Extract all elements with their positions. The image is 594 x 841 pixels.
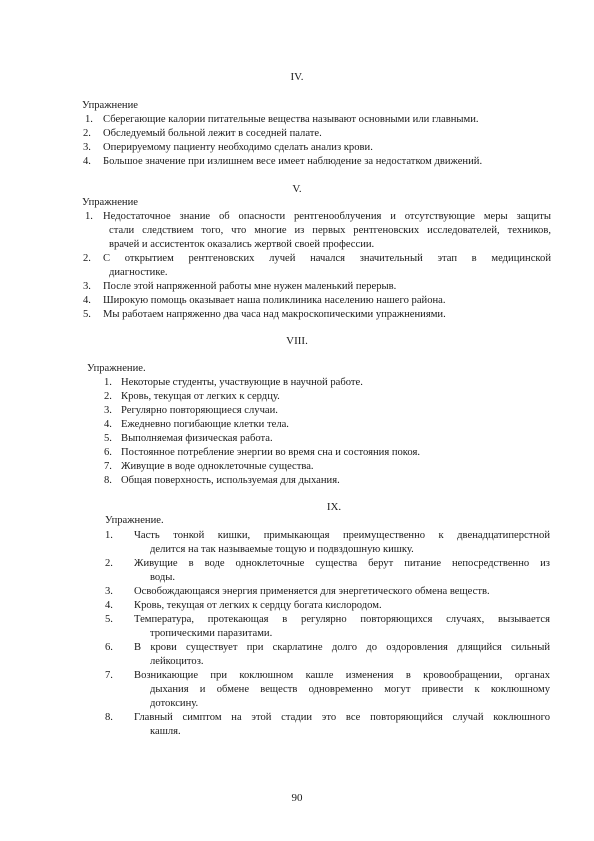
list-item-number: 5. <box>104 433 112 444</box>
list-item-text: Постоянное потребление энергии во время сна и состояния покоя. <box>121 447 421 458</box>
exercise-label: Упражнение <box>82 197 138 208</box>
list-item-text: Главный симптом на этой стадии это все повторяющийся случай коклюшного <box>134 712 550 723</box>
list-item-number: 2. <box>83 128 91 139</box>
page-number: 90 <box>291 792 303 804</box>
list-item-text: Некоторые студенты, участвующие в научной работе. <box>121 377 363 388</box>
exercise-label: Упражнение. <box>105 515 164 526</box>
list-item-number: 2. <box>83 253 91 264</box>
list-item-number: 1. <box>105 530 113 541</box>
list-item-text: Обследуемый больной лежит в соседней палате. <box>103 128 322 139</box>
list-item-number: 7. <box>104 461 112 472</box>
list-item-number: 5. <box>83 309 91 320</box>
list-item-number: 8. <box>105 712 113 723</box>
list-item-number: 4. <box>104 419 112 430</box>
list-item-number: 3. <box>83 281 91 292</box>
list-item-text: Ежедневно погибающие клетки тела. <box>121 419 289 430</box>
list-item-text: Выполняемая физическая работа. <box>121 433 273 444</box>
list-item-number: 1. <box>104 377 112 388</box>
list-item-text: воды. <box>150 572 176 583</box>
list-item-text: Недостаточное знание об опасности рентгенооблучения и отсутствующие меры защиты <box>103 211 551 222</box>
list-item-text: Кровь, текущая от легких к сердцу богата кислородом. <box>134 600 382 611</box>
list-item-text: В крови существует при скарлатине долго до оздоровления длящийся сильный <box>134 642 550 653</box>
list-item-text: Живущие в воде одноклеточные существа. <box>121 461 314 472</box>
section-heading-iv: IV. <box>290 71 304 83</box>
exercise-label: Упражнение <box>82 100 138 111</box>
list-item-number: 1. <box>85 114 93 125</box>
list-item-number: 6. <box>104 447 112 458</box>
list-item-text: Сберегающие калории питательные вещества называют основными или главными. <box>103 114 479 125</box>
list-item-number: 5. <box>105 614 113 625</box>
list-item-number: 4. <box>83 295 91 306</box>
list-item-number: 7. <box>105 670 113 681</box>
list-item-text: С открытием рентгеновских лучей начался значительный этап в медицинской <box>103 253 551 264</box>
list-item-text: делится на так называемые тощую и подвздошную кишку. <box>150 544 414 555</box>
list-item-text: Регулярно повторяющиеся случаи. <box>121 405 278 416</box>
list-item-text: диагностике. <box>109 267 168 278</box>
list-item-number: 4. <box>105 600 113 611</box>
list-item-number: 2. <box>104 391 112 402</box>
list-item-number: 6. <box>105 642 113 653</box>
list-item-text: Возникающие при коклюшном кашле изменения в кровообращении, органах <box>134 670 550 681</box>
list-item-text: дыхания и обмене веществ одновременно могут привести к коклюшному <box>150 684 550 695</box>
list-item-text: Большое значение при излишнем весе имеет наблюдение за недостатком движений. <box>103 156 483 167</box>
section-heading-ix: IX. <box>326 501 342 513</box>
list-item-text: Широкую помощь оказывает наша поликлиника населению нашего района. <box>103 295 446 306</box>
list-item-text: После этой напряженной работы мне нужен маленький перерыв. <box>103 281 397 292</box>
list-item-text: стали следствием того, что многие из первых рентгеновских исследователей, техников, <box>109 225 551 236</box>
list-item-text: Кровь, текущая от легких к сердцу. <box>121 391 280 402</box>
list-item-text: кашля. <box>150 726 181 737</box>
list-item-text: дотоксину. <box>150 698 199 709</box>
list-item-number: 3. <box>83 142 91 153</box>
list-item-number: 3. <box>104 405 112 416</box>
list-item-number: 2. <box>105 558 113 569</box>
list-item-text: Температура, протекающая в регулярно повторяющихся случаях, вызывается <box>134 614 550 625</box>
list-item-text: Освобождающаяся энергия применяется для энергетического обмена веществ. <box>134 586 490 597</box>
list-item-number: 8. <box>104 475 112 486</box>
list-item-text: Общая поверхность, используемая для дыхания. <box>121 475 340 486</box>
section-heading-v: V. <box>292 183 302 195</box>
list-item-text: Часть тонкой кишки, примыкающая преимущественно к двенадцатиперстной <box>134 530 550 541</box>
list-item-text: Оперируемому пациенту необходимо сделать анализ крови. <box>103 142 373 153</box>
list-item-text: лейкоцитоз. <box>150 656 204 667</box>
list-item-text: Живущие в воде одноклеточные существа берут питание непосредственно из <box>134 558 550 569</box>
exercise-label: Упражнение. <box>87 363 146 374</box>
list-item-text: Мы работаем напряженно два часа над макроскопическими упражнениями. <box>103 309 446 320</box>
list-item-text: тропическими паразитами. <box>150 628 273 639</box>
list-item-number: 3. <box>105 586 113 597</box>
section-heading-viii: VIII. <box>286 335 308 347</box>
list-item-number: 1. <box>85 211 93 222</box>
list-item-text: врачей и ассистенток оказались жертвой своей профессии. <box>109 239 375 250</box>
list-item-number: 4. <box>83 156 91 167</box>
